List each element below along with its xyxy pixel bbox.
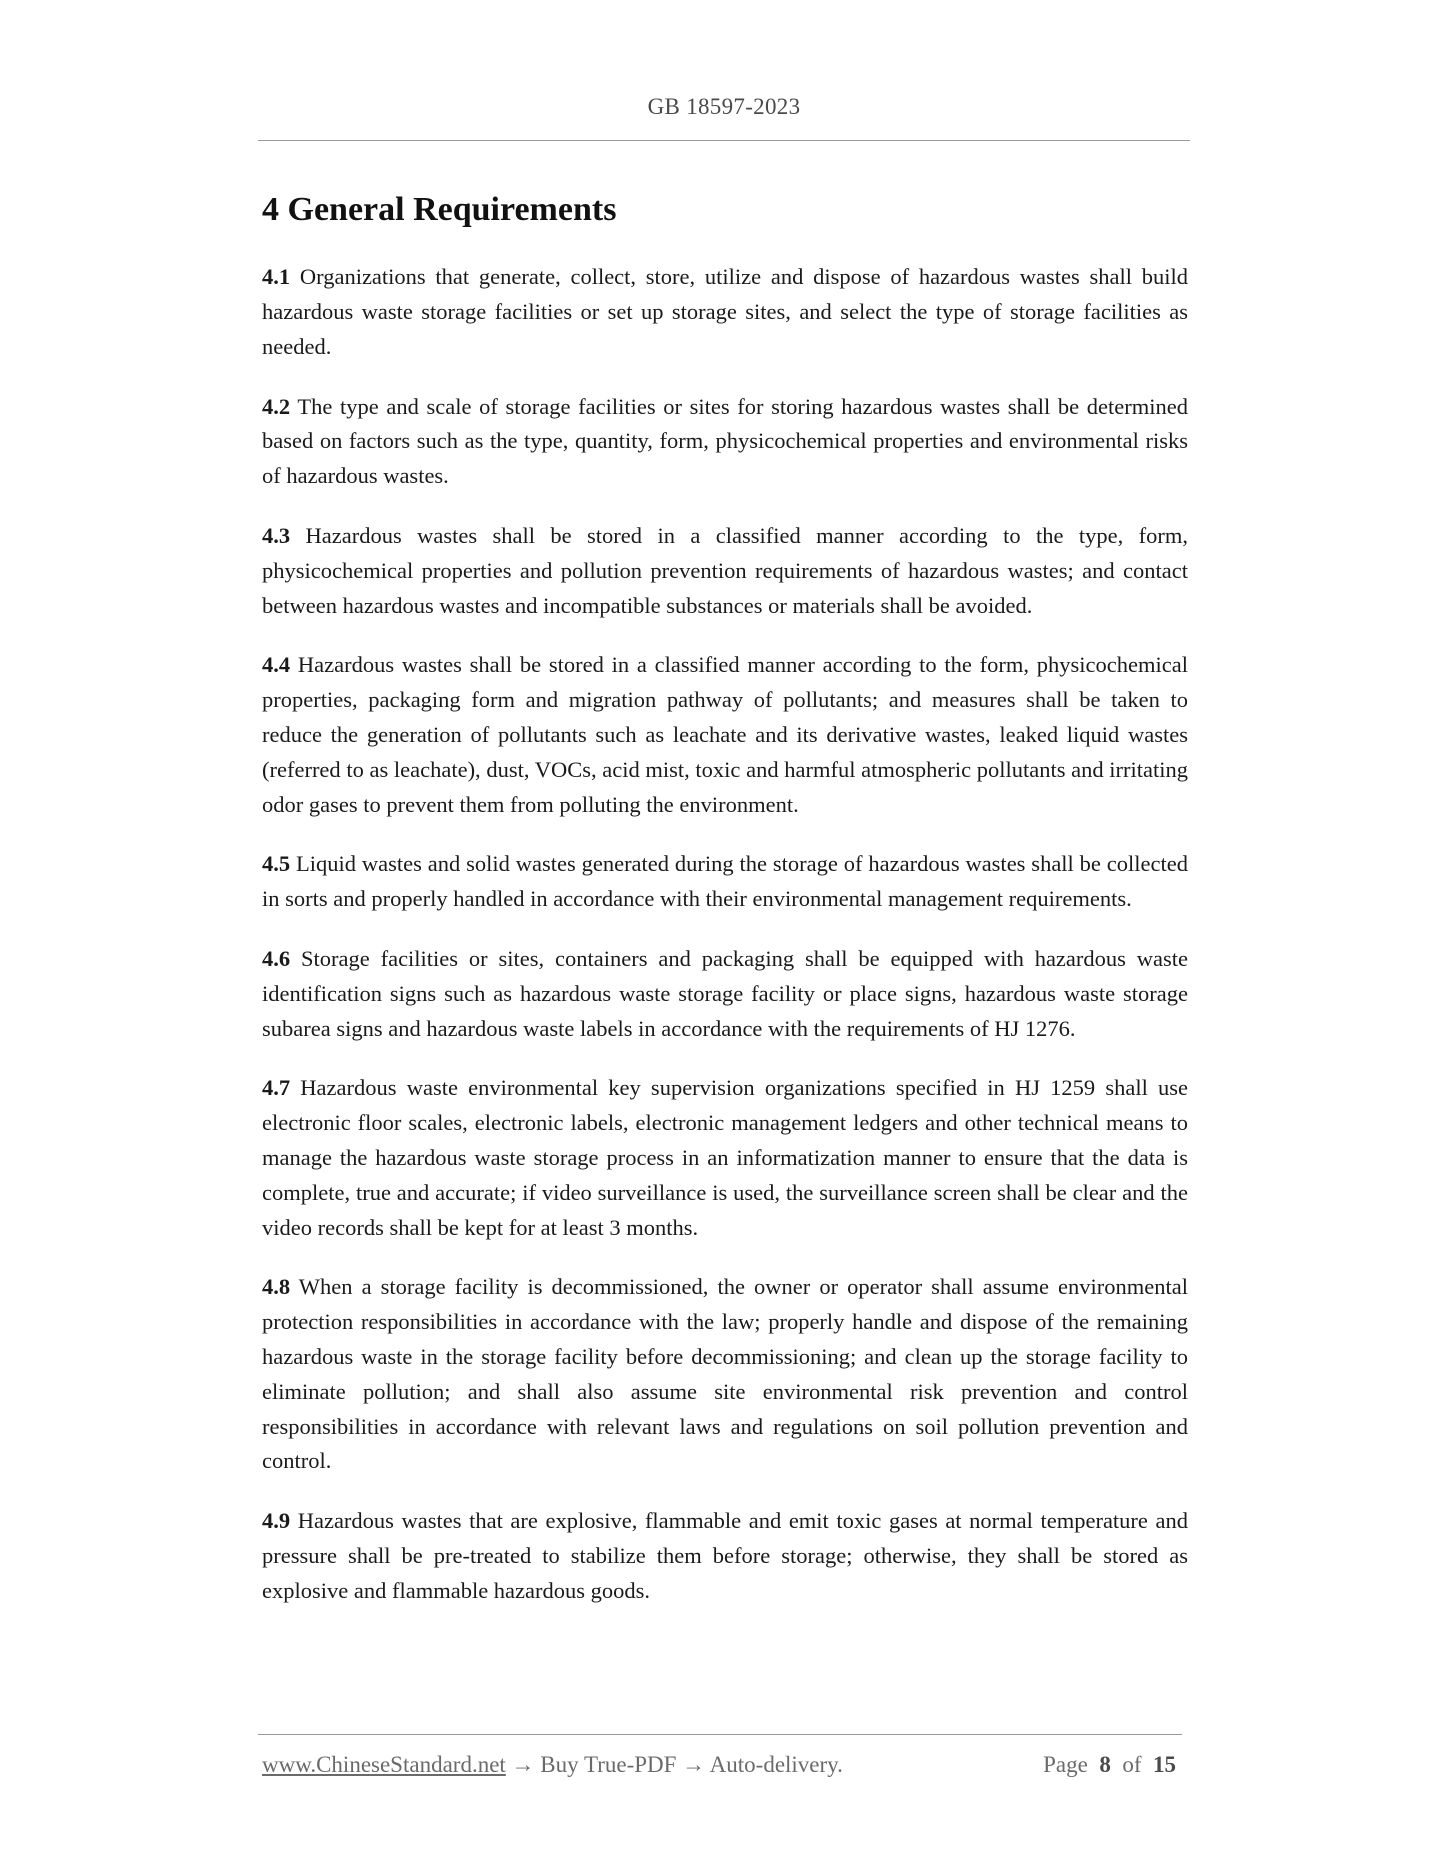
clause-number: 4.8 [262, 1274, 291, 1300]
document-body [262, 188, 1188, 1633]
page-header: GB 18597-2023 [647, 94, 801, 119]
clause-number: 4.5 [262, 851, 291, 877]
footer-promo [262, 1752, 843, 1778]
clause-number: 4.4 [262, 652, 291, 678]
clause-number: 4.2 [262, 393, 291, 419]
clause-text: Hazardous wastes shall be stored in a classified manner according to the form, physicochemical properties, packaging form and migration pathway of pollutants; and measures shall be taken to reduce the generation of pollutants such as leachate and its derivative wastes, leaked liquid wastes (referred to as leachate), dust, VOCs, acid mist, toxic and harmful atmospheric pollutants and irritating odor gases to prevent them from polluting the environment. [262, 652, 1188, 817]
clause-text: Storage facilities or sites, containers and packaging shall be equipped with hazardous waste identification signs such as hazardous waste storage facility or place signs, hazardous waste storage subarea signs and hazardous waste labels in accordance with the requirements of HJ 1276. [262, 945, 1188, 1041]
page-of-label: of [1122, 1752, 1142, 1777]
clause-4-7 [262, 1071, 1188, 1245]
clause-4-5 [262, 847, 1188, 917]
clause-4-4 [262, 648, 1188, 822]
clause-text: When a storage facility is decommissioned, the owner or operator shall assume environmental protection responsibilities in accordance with the law; properly handle and dispose of the remaining hazardous waste in the storage facility before decommissioning; and clean up the storage facility to eliminate pollution; and shall also assume site environmental risk prevention and control responsibilities in accordance with relevant laws and regulations on soil pollution prevention and control. [262, 1274, 1188, 1474]
clause-text: Organizations that generate, collect, store, utilize and dispose of hazardous wastes shall build hazardous waste storage facilities or set up storage sites, and select the type of storage facilities as needed. [262, 264, 1188, 359]
site-link[interactable]: www.ChineseStandard.net [262, 1752, 506, 1777]
clause-4-9 [262, 1504, 1188, 1608]
clause-4-3 [262, 519, 1188, 623]
page-number [1043, 1752, 1176, 1778]
clause-4-1 [262, 260, 1188, 364]
clause-number: 4.3 [262, 522, 291, 548]
clause-text: The type and scale of storage facilities or sites for storing hazardous wastes shall be determined based on factors such as the type, quantity, form, physicochemical properties and environmental risks of hazardous wastes. [262, 393, 1188, 489]
clause-4-2 [262, 390, 1188, 494]
clause-text: Hazardous waste environmental key supervision organizations specified in HJ 1259 shall use electronic floor scales, electronic labels, electronic management ledgers and other technical means to manage the hazardous waste storage process in an informatization manner to ensure that the data is complete, true and accurate; if video surveillance is used, the surveillance screen shall be clear and the video records shall be kept for at least 3 months. [262, 1075, 1188, 1240]
page-current: 8 [1099, 1752, 1111, 1777]
clause-number: 4.6 [262, 945, 291, 971]
footer-promo-text: → Buy True-PDF → Auto-delivery. [505, 1752, 843, 1777]
clause-text: Hazardous wastes shall be stored in a classified manner according to the type, form, physicochemical properties and pollution prevention requirements of hazardous wastes; and contact between hazardous wastes and incompatible substances or materials shall be avoided. [262, 522, 1188, 618]
page-label: Page [1043, 1752, 1088, 1777]
clause-number: 4.7 [262, 1075, 291, 1101]
page-total: 15 [1153, 1752, 1176, 1777]
footer-divider [258, 1734, 1182, 1735]
clause-text: Hazardous wastes that are explosive, flammable and emit toxic gases at normal temperature and pressure shall be pre-treated to stabilize them before storage; otherwise, they shall be stored as explosive and flammable hazardous goods. [262, 1508, 1188, 1603]
clause-4-8 [262, 1270, 1188, 1479]
clause-4-6 [262, 942, 1188, 1046]
header-divider [258, 140, 1190, 141]
clause-number: 4.1 [262, 264, 291, 290]
clause-number: 4.9 [262, 1508, 291, 1534]
section-title: 4 General Requirements [262, 191, 617, 228]
clause-text: Liquid wastes and solid wastes generated during the storage of hazardous wastes shall be collected in sorts and properly handled in accordance with their environmental management requirements. [262, 851, 1188, 912]
